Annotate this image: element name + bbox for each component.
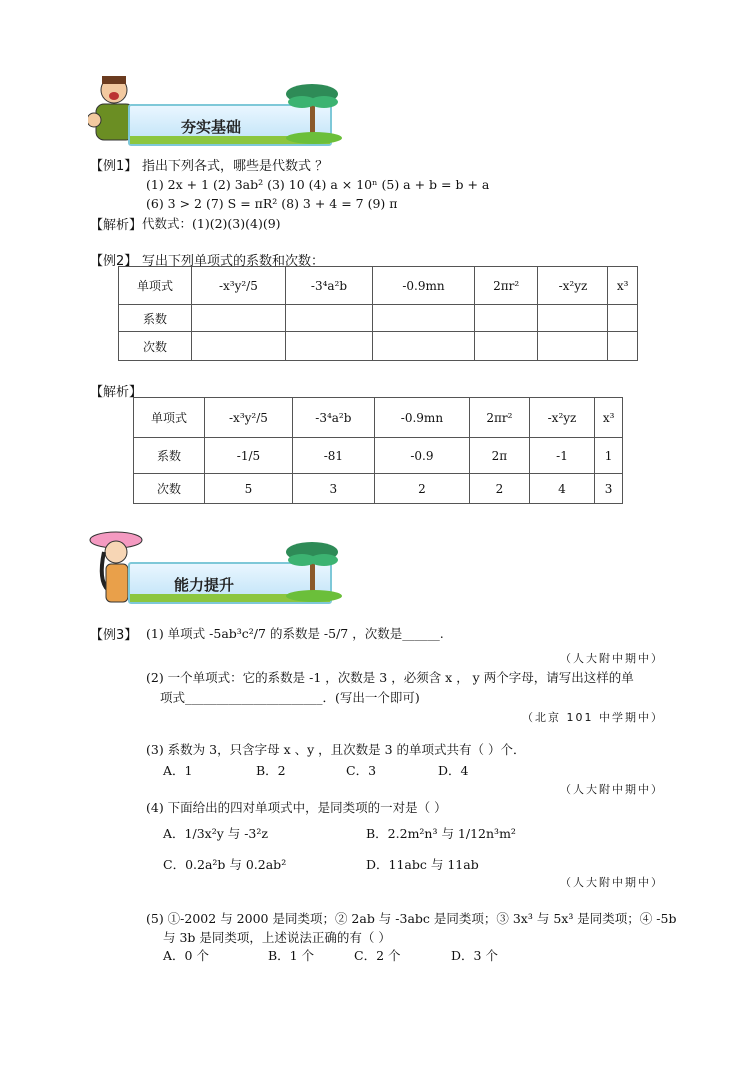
ex3-q3-source: （人大附中期中）: [560, 783, 664, 796]
ex3-q5a: (5) ①-2002 与 2000 是同类项；② 2ab 与 -3abc 是同类项；③ 3x³ 与 5x³ 是同类项；④ -5b: [146, 911, 677, 926]
header-cell: -0.9mn: [374, 398, 469, 438]
row-label: 次数: [119, 332, 192, 361]
header-cell: 单项式: [119, 267, 192, 305]
palm-tree-icon: [284, 536, 344, 602]
ex1-row1: (1) 2x + 1 (2) 3ab² (3) 10 (4) a × 10ⁿ (5) a + b = b + a: [146, 177, 490, 192]
blank-cell[interactable]: [285, 305, 372, 332]
header-cell: 2πr²: [470, 398, 530, 438]
ex1-row2: (6) 3 > 2 (7) S = πR² (8) 3 + 4 = 7 (9) π: [146, 196, 398, 211]
blank-cell[interactable]: [373, 332, 475, 361]
ex2-answer-table: [133, 397, 623, 504]
cell: 次数: [134, 474, 205, 504]
option[interactable]: D．11abc 与 11ab: [366, 857, 479, 872]
blank-cell[interactable]: [373, 305, 475, 332]
cell: -1/5: [205, 438, 293, 474]
header-cell: -3⁴a²b: [285, 267, 372, 305]
blank-cell[interactable]: [474, 332, 538, 361]
cell: 3: [292, 474, 374, 504]
ex1-answer-label: 【解析】: [90, 218, 143, 233]
blank-cell[interactable]: [608, 305, 638, 332]
ex3-q3: (3) 系数为 3，只含字母 x 、y ，且次数是 3 的单项式共有（ ）个．: [146, 742, 526, 757]
header-cell: x³: [595, 398, 623, 438]
option[interactable]: D．3 个: [451, 948, 498, 963]
header-cell: 2πr²: [474, 267, 538, 305]
header-cell: -0.9mn: [373, 267, 475, 305]
banner-title: 能力提升: [174, 576, 235, 594]
banner-title: 夯实基础: [181, 118, 242, 136]
option[interactable]: A．1: [163, 763, 193, 778]
ex3-q2a: (2) 一个单项式：它的系数是 -1 ，次数是 3 ，必须含 x ， y 两个字母，请写出这样的单: [146, 670, 634, 685]
header-cell: -x³y²/5: [192, 267, 286, 305]
header-cell: 单项式: [134, 398, 205, 438]
option[interactable]: B．1 个: [268, 948, 315, 963]
cell: 2: [470, 474, 530, 504]
ex2-prompt: 写出下列单项式的系数和次数：: [142, 254, 325, 269]
ex3-q1: (1) 单项式 -5ab³c²/7 的系数是 -5/7 ，次数是______.: [146, 626, 444, 641]
ex3-q4-source: （人大附中期中）: [560, 876, 664, 889]
option[interactable]: B．2: [256, 763, 286, 778]
option[interactable]: C．2 个: [354, 948, 401, 963]
cell: 3: [595, 474, 623, 504]
row-label: 系数: [119, 305, 192, 332]
cell: 5: [205, 474, 293, 504]
ex1-label: 【例1】: [90, 159, 138, 174]
option[interactable]: A．1/3x²y 与 -3²z: [163, 826, 268, 841]
header-cell: -x²yz: [529, 398, 595, 438]
ex3-q4: (4) 下面给出的四对单项式中，是同类项的一对是（ ）: [146, 800, 447, 815]
header-cell: -3⁴a²b: [292, 398, 374, 438]
blank-cell[interactable]: [285, 332, 372, 361]
ex3-q5b: 与 3b 是同类项，上述说法正确的有（ ）: [163, 930, 391, 945]
cell: 1: [595, 438, 623, 474]
option[interactable]: A．0 个: [163, 948, 209, 963]
ex3-q2-source: （北京 101 中学期中）: [522, 711, 664, 724]
option[interactable]: D．4: [438, 763, 469, 778]
ex3-label: 【例3】: [90, 628, 138, 643]
blank-cell[interactable]: [192, 305, 286, 332]
palm-tree-icon: [284, 78, 344, 144]
option[interactable]: C．3: [346, 763, 377, 778]
cell: -0.9: [374, 438, 469, 474]
ex2-table: [118, 266, 638, 361]
header-cell: x³: [608, 267, 638, 305]
blank-cell[interactable]: [474, 305, 538, 332]
ex2-answer-label: 【解析】: [90, 385, 143, 400]
ex3-q2b: 项式______________________．(写出一个即可): [160, 690, 420, 705]
blank-cell[interactable]: [608, 332, 638, 361]
cell: 2π: [470, 438, 530, 474]
ex2-label: 【例2】: [90, 254, 138, 269]
cell: -81: [292, 438, 374, 474]
ex1-prompt: 指出下列各式，哪些是代数式 ？: [142, 159, 329, 174]
banner-advanced: [88, 530, 350, 606]
cell: 2: [374, 474, 469, 504]
option[interactable]: C．0.2a²b 与 0.2ab²: [163, 857, 287, 872]
cell: -1: [529, 438, 595, 474]
banner-basic: [88, 72, 350, 148]
blank-cell[interactable]: [192, 332, 286, 361]
option[interactable]: B．2.2m²n³ 与 1/12n³m²: [366, 826, 516, 841]
header-cell: -x³y²/5: [205, 398, 293, 438]
blank-cell[interactable]: [538, 305, 608, 332]
cell: 系数: [134, 438, 205, 474]
ex3-q1-source: （人大附中期中）: [560, 652, 664, 665]
blank-cell[interactable]: [538, 332, 608, 361]
cell: 4: [529, 474, 595, 504]
header-cell: -x²yz: [538, 267, 608, 305]
ex1-answer: 代数式：(1)(2)(3)(4)(9): [142, 216, 281, 231]
